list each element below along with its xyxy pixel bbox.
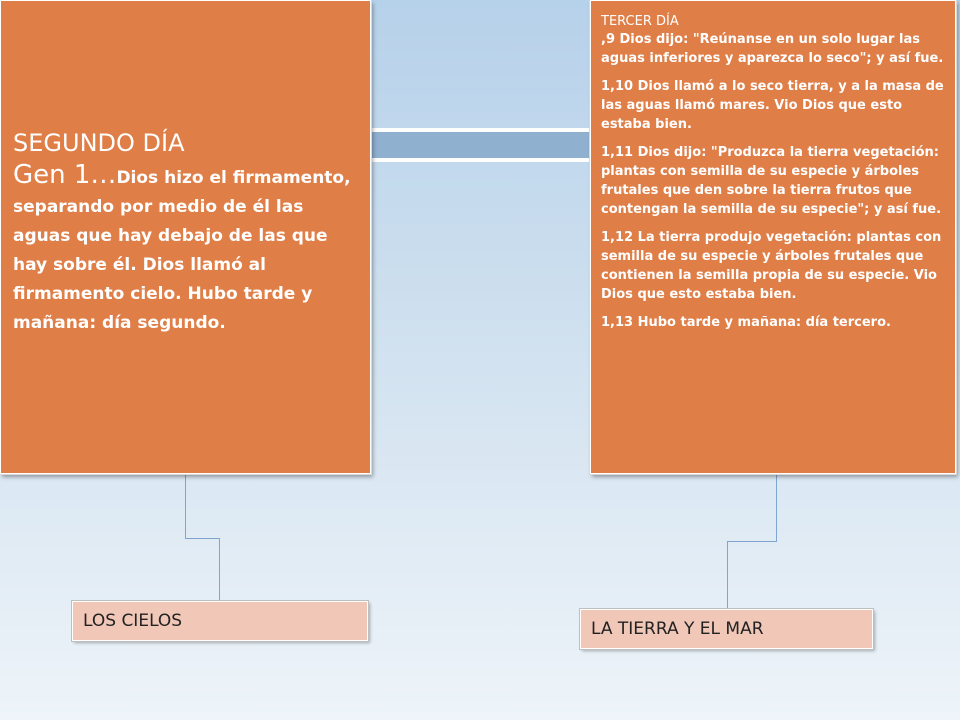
tercer-dia-verse-13: 1,13 Hubo tarde y mañana: día tercero.: [601, 315, 891, 330]
connector-line: [727, 541, 777, 542]
connector-line: [185, 538, 220, 539]
connector-line: [776, 474, 777, 541]
tercer-dia-title: TERCER DÍA: [601, 14, 679, 29]
segundo-dia-reference: Gen 1…: [13, 160, 117, 190]
segundo-dia-title: SEGUNDO DÍA: [13, 129, 185, 157]
tercer-dia-card[interactable]: [590, 0, 956, 474]
segundo-dia-card[interactable]: [0, 0, 371, 474]
segundo-dia-text: Dios hizo el firmamento, separando por medio de él las aguas que hay debajo de las que hay sobre él. Dios llamó al firmamento cielo. Hubo tarde y mañana: día segundo.: [13, 168, 351, 333]
connector-line: [727, 541, 728, 609]
tercer-dia-verse-9: ,9 Dios dijo: "Reúnanse en un solo lugar las aguas inferiores y aparezca lo seco"; y así fue.: [601, 32, 944, 66]
connector-line: [219, 538, 220, 601]
tercer-dia-verse-10: 1,10 Dios llamó a lo seco tierra, y a la masa de las aguas llamó mares. Vio Dios que esto estaba bien.: [601, 79, 944, 132]
tercer-dia-verse-12: 1,12 La tierra produjo vegetación: plantas con semilla de su especie y árboles frutales que contienen la semilla propia de su especie. Vio Dios que esto estaba bien.: [601, 230, 942, 302]
los-cielos-label[interactable]: LOS CIELOS: [72, 601, 368, 641]
tercer-dia-verse-11: 1,11 Dios dijo: "Produzca la tierra vegetación: plantas con semilla de su especie y árboles frutales que den sobre la tierra frutos que contengan la semilla de su especie"; y así fue.: [601, 145, 942, 217]
card-connector-bar: [370, 128, 592, 162]
connector-line: [185, 474, 186, 538]
tierra-mar-label[interactable]: LA TIERRA Y EL MAR: [580, 609, 873, 649]
